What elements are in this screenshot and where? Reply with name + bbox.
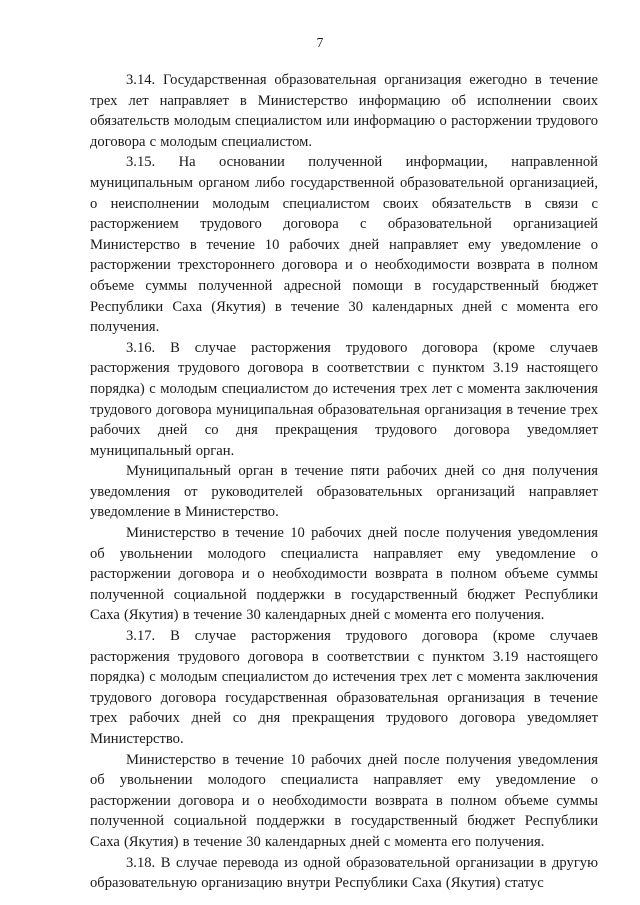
paragraph-3-16-municipal-notice: Муниципальный орган в течение пяти рабочих дней со дня получения уведомления от руководителей образовательных организаций направляет уведомление в Министерство. <box>90 463 598 521</box>
paragraph-3-14: 3.14. Государственная образовательная организация ежегодно в течение трех лет направляет в Министерство информацию об исполнении своих обязательств молодым специалистом или информацию о расторжении трудового договора с молодым специалистом. <box>90 72 598 150</box>
paragraph-3-18: 3.18. В случае перевода из одной образовательной организации в другую образовательную организацию внутри Республики Саха (Якутия) статус <box>90 854 598 892</box>
paragraph-3-17: 3.17. В случае расторжения трудового договора (кроме случаев расторжения трудового договора в соответствии с пунктом 3.19 настоящего порядка) с молодым специалистом до истечения трех лет с момента заключения трудового договора государственная образовательная организация в течение трех рабочих дней со дня прекращения трудового договора уведомляет Министерство. <box>90 628 598 747</box>
paragraph-3-16: 3.16. В случае расторжения трудового договора (кроме случаев расторжения трудового договора в соответствии с пунктом 3.19 настоящего порядка) с молодым специалистом до истечения трех лет с момента заключения трудового договора муниципальная образовательная организация в течение трех рабочих дней со дня прекращения трудового договора уведомляет муниципальный орган. <box>90 339 598 459</box>
document-body <box>90 70 598 894</box>
page-number: 7 <box>316 35 324 50</box>
paragraph-3-15: 3.15. На основании полученной информации, направленной муниципальным органом либо государственной образовательной организацией, о неисполнении молодым специалистом своих обязательств в связи с расторжением трудового договора с образовательной организацией Министерство в течение 10 рабочих дней направляет ему уведомление о расторжении трехстороннего договора и о необходимости возврата в полном объеме суммы полученной адресной помощи в государственный бюджет Республики Саха (Якутия) в течение 30 календарных дней с момента его получения. <box>90 154 598 336</box>
paragraph-3-16-ministry-notice: Министерство в течение 10 рабочих дней после получения уведомления об увольнении молодого специалиста направляет ему уведомление о расторжении договора и о необходимости возврата в полном объеме суммы полученной социальной поддержки в государственный бюджет Республики Саха (Якутия) в течение 30 календарных дней с момента его получения. <box>90 525 598 624</box>
paragraph-3-17-ministry-notice: Министерство в течение 10 рабочих дней после получения уведомления об увольнении молодого специалиста направляет ему уведомление о расторжении договора и о необходимости возврата в полном объеме суммы полученной социальной поддержки в государственный бюджет Республики Саха (Якутия) в течение 30 календарных дней с момента его получения. <box>90 751 598 850</box>
